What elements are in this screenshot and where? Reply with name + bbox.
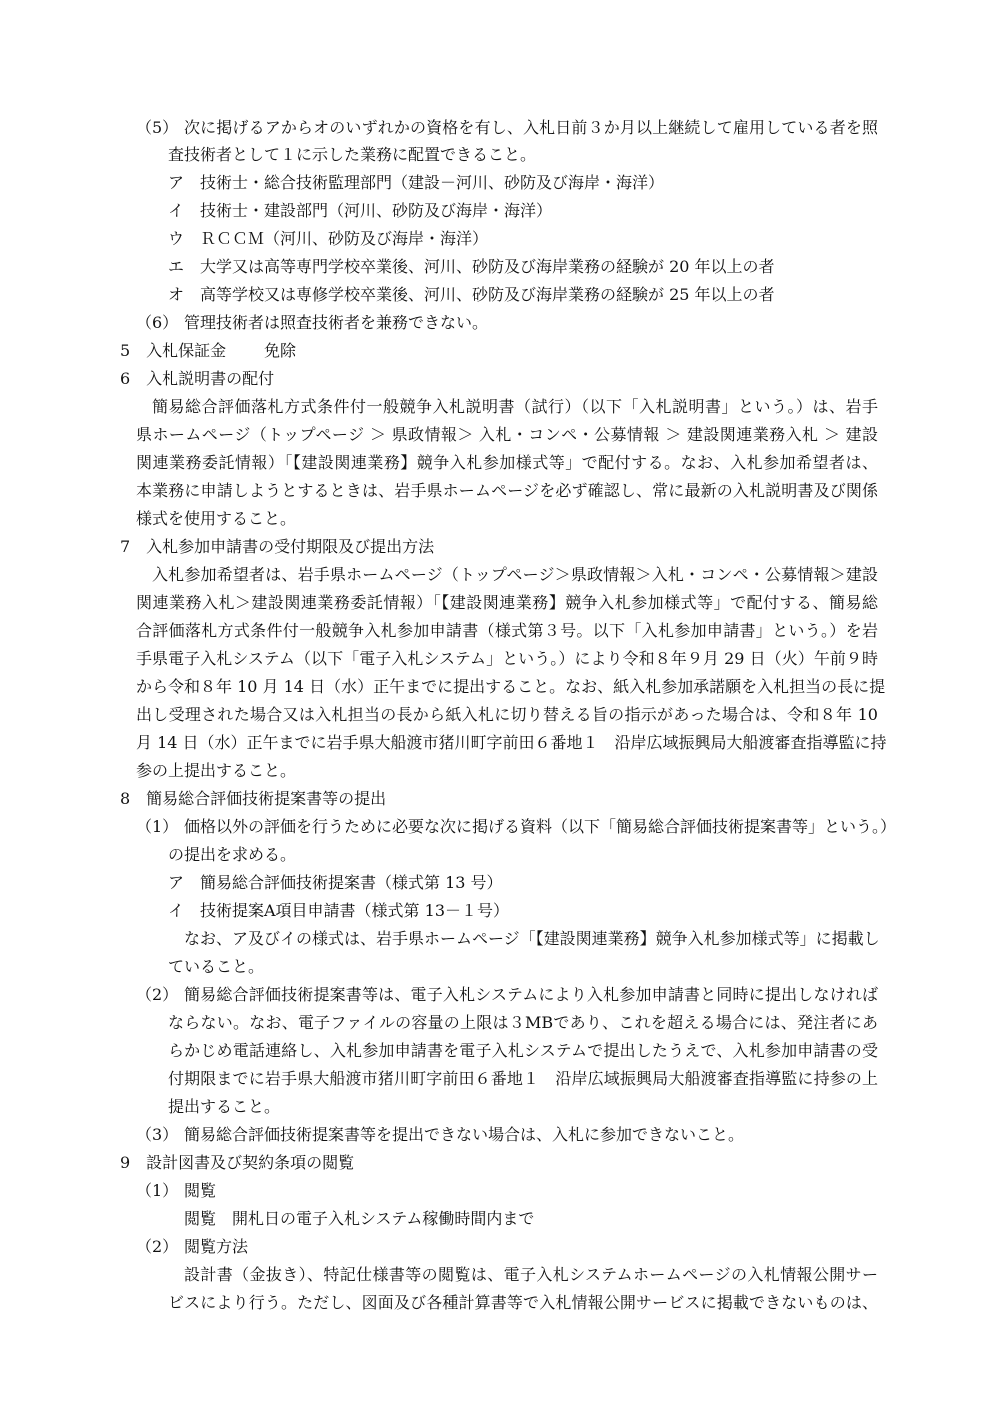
option-text: 技術士・総合技術監理部門（建設－河川、砂防及び海岸・海洋）: [200, 173, 665, 192]
paragraph-text: 様式を使用すること。: [136, 509, 297, 528]
option-u: [0, 226, 1000, 252]
section-8-item-1-line-1: [0, 814, 1000, 840]
paragraph-text: 県ホームページ（トップページ ＞ 県政情報＞ 入札・コンペ・公募情報 ＞ 建設関連業務入札 ＞ 建設: [136, 425, 878, 444]
option-text: 高等学校又は専修学校卒業後、河川、砂防及び海岸業務の経験が 25 年以上の者: [200, 285, 775, 304]
section-value: 免除: [264, 341, 297, 360]
option-label: ア: [168, 173, 185, 192]
paragraph-text: ビスにより行う。ただし、図面及び各種計算書等で入札情報公開サービスに掲載できないものは、: [168, 1293, 878, 1312]
section-9-item-2-line-2: [0, 1290, 1000, 1316]
option-label: エ: [168, 257, 185, 276]
item-number: （1）: [136, 1181, 179, 1200]
section-6-line-2: [0, 422, 1000, 448]
section-6-line-3: [0, 450, 1000, 476]
section-7-line-3: [0, 618, 1000, 644]
option-label: イ: [168, 201, 185, 220]
section-heading: 6 入札説明書の配付: [120, 369, 275, 388]
paragraph-text: 合評価落札方式条件付一般競争入札参加申請書（様式第３号。以下「入札参加申請書」という。）を岩: [136, 621, 878, 640]
paragraph-text: から令和８年 10 月 14 日（水）正午までに提出すること。なお、紙入札参加承諾願を入札担当の長に提: [136, 677, 886, 696]
section-8-item-2-line-4: [0, 1066, 1000, 1092]
paragraph-text: ていること。: [168, 957, 265, 976]
paragraph-text: 関連業務入札＞建設関連業務委託情報）「【建設関連業務】競争入札参加様式等」で配付する、簡易総: [136, 593, 878, 612]
section-8-item-1-line-2: [0, 842, 1000, 868]
section-heading: 8 簡易総合評価技術提案書等の提出: [120, 789, 387, 808]
option-i: [0, 198, 1000, 224]
section-5-heading: [0, 338, 1000, 364]
paragraph-text: 関連業務委託情報）「【建設関連業務】競争入札参加様式等」で配付する。なお、入札参加希望者は、: [136, 453, 878, 472]
paragraph-text: 査技術者として１に示した業務に配置できること。: [168, 145, 537, 164]
paragraph-text: ならない。なお、電子ファイルの容量の上限は３MBであり、これを超える場合には、発注者にあ: [168, 1013, 878, 1032]
section-6-heading: [0, 366, 1000, 392]
section-7-line-4: [0, 646, 1000, 672]
paragraph-text: 出し受理された場合又は入札担当の長から紙入札に切り替える旨の指示があった場合は、令和８年 10: [136, 705, 878, 724]
paragraph-text: 閲覧 開札日の電子入札システム稼働時間内まで: [184, 1209, 535, 1228]
section-8-note-line-2: [0, 954, 1000, 980]
item-title: 閲覧方法: [184, 1237, 249, 1256]
section-6-line-4: [0, 478, 1000, 504]
section-7-line-7: [0, 730, 1000, 756]
option-o: [0, 282, 1000, 308]
paragraph-text: 付期限までに岩手県大船渡市猪川町字前田６番地１ 沿岸広域振興局大船渡審査指導監に持参の上: [168, 1069, 878, 1088]
paragraph-text: 次に掲げるアからオのいずれかの資格を有し、入札日前３か月以上継続して雇用している者を照: [184, 118, 878, 137]
section-8-note-line-1: [0, 926, 1000, 952]
paragraph-text: 価格以外の評価を行うために必要な次に掲げる資料（以下「簡易総合評価技術提案書等」という。）: [184, 817, 897, 836]
paragraph-text: 入札参加希望者は、岩手県ホームページ（トップページ＞県政情報＞入札・コンペ・公募情報＞建設: [152, 565, 878, 584]
section-8-item-2-line-5: [0, 1094, 1000, 1120]
option-label: イ: [168, 901, 185, 920]
option-text: ＲＣＣＭ（河川、砂防及び海岸・海洋）: [200, 229, 489, 248]
section-7-heading: [0, 534, 1000, 560]
paragraph-text: 月 14 日（水）正午までに岩手県大船渡市猪川町字前田６番地１ 沿岸広域振興局大船渡審査指導監に持: [136, 733, 887, 752]
paragraph-text: 提出すること。: [168, 1097, 281, 1116]
option-label: ア: [168, 873, 185, 892]
paragraph-text: 本業務に申請しようとするときは、岩手県ホームページを必ず確認し、常に最新の入札説明書及び関係: [136, 481, 878, 500]
item-number: （2）: [136, 985, 179, 1004]
paragraph-text: なお、ア及びイの様式は、岩手県ホームページ「【建設関連業務】競争入札参加様式等」に掲載し: [184, 929, 880, 948]
section-7-line-8: [0, 758, 1000, 784]
item-6: [0, 310, 1000, 336]
item-number: （6）: [136, 313, 179, 332]
paragraph-text: 簡易総合評価技術提案書等は、電子入札システムにより入札参加申請書と同時に提出しなければ: [184, 985, 878, 1004]
item-title: 閲覧: [184, 1181, 217, 1200]
paragraph-text: 参の上提出すること。: [136, 761, 297, 780]
paragraph-text: 手県電子入札システム（以下「電子入札システム」という。）により令和８年９月 29 日（火）午前９時: [136, 649, 878, 668]
section-8-item-2-line-1: [0, 982, 1000, 1008]
option-e: [0, 254, 1000, 280]
item-5-line-2: [0, 142, 1000, 168]
section-heading: 5 入札保証金: [120, 341, 227, 360]
option-text: 簡易総合評価技術提案書（様式第 13 号）: [200, 873, 503, 892]
item-number: （1）: [136, 817, 179, 836]
item-number: （5）: [136, 118, 179, 137]
paragraph-text: らかじめ電話連絡し、入札参加申請書を電子入札システムで提出したうえで、入札参加申請書の受: [168, 1041, 878, 1060]
section-7-line-6: [0, 702, 1000, 728]
section-9-item-2-line-1: [0, 1262, 1000, 1288]
section-6-line-1: [0, 394, 1000, 420]
paragraph-text: 管理技術者は照査技術者を兼務できない。: [184, 313, 489, 332]
section-9-item-1-body: [0, 1206, 1000, 1232]
paragraph-text: 簡易総合評価落札方式条件付一般競争入札説明書（試行）（以下「入札説明書」という。）は、岩手: [152, 397, 878, 416]
section-8-option-i: [0, 898, 1000, 924]
section-6-line-5: [0, 506, 1000, 532]
item-5-line-1: [0, 115, 1000, 141]
section-9-item-2: [0, 1234, 1000, 1260]
option-label: ウ: [168, 229, 185, 248]
section-heading: 7 入札参加申請書の受付期限及び提出方法: [120, 537, 435, 556]
option-a: [0, 170, 1000, 196]
paragraph-text: 簡易総合評価技術提案書等を提出できない場合は、入札に参加できないこと。: [184, 1125, 745, 1144]
option-text: 大学又は高等専門学校卒業後、河川、砂防及び海岸業務の経験が 20 年以上の者: [200, 257, 775, 276]
section-heading: 9 設計図書及び契約条項の閲覧: [120, 1153, 355, 1172]
item-number: （2）: [136, 1237, 179, 1256]
section-9-heading: [0, 1150, 1000, 1176]
paragraph-text: の提出を求める。: [168, 845, 297, 864]
option-text: 技術提案A項目申請書（様式第 13－１号）: [200, 901, 510, 920]
item-number: （3）: [136, 1125, 179, 1144]
section-7-line-2: [0, 590, 1000, 616]
section-8-item-3: [0, 1122, 1000, 1148]
section-8-heading: [0, 786, 1000, 812]
section-8-option-a: [0, 870, 1000, 896]
option-text: 技術士・建設部門（河川、砂防及び海岸・海洋）: [200, 201, 553, 220]
section-8-item-2-line-3: [0, 1038, 1000, 1064]
paragraph-text: 設計書（金抜き）、特記仕様書等の閲覧は、電子入札システムホームページの入札情報公開サー: [184, 1265, 878, 1284]
section-7-line-1: [0, 562, 1000, 588]
section-9-item-1: [0, 1178, 1000, 1204]
section-8-item-2-line-2: [0, 1010, 1000, 1036]
option-label: オ: [168, 285, 185, 304]
section-7-line-5: [0, 674, 1000, 700]
